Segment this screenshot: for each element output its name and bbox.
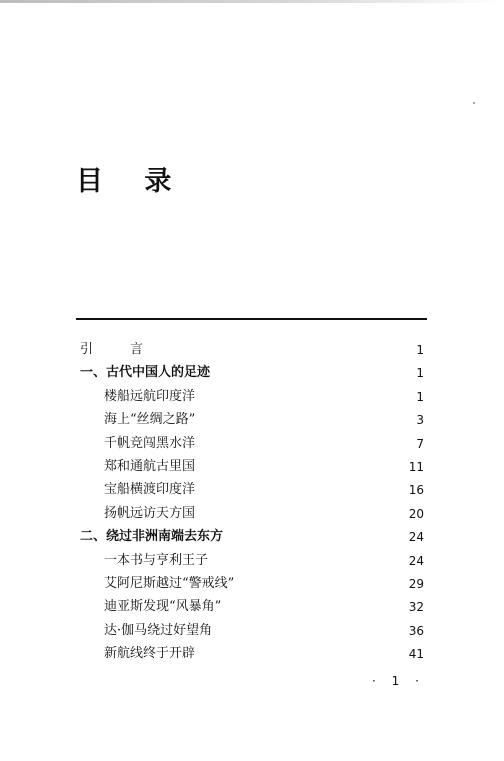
toc-entry-intro[interactable] — [74, 340, 434, 363]
scan-top-edge — [0, 0, 504, 3]
toc-section[interactable] — [74, 597, 434, 620]
toc-entry-page: 16 — [408, 483, 424, 498]
toc-entry-page: 3 — [416, 413, 424, 428]
page-number: · 1 · — [372, 674, 425, 688]
toc-section[interactable] — [74, 504, 434, 527]
toc-entry-label: 新航线终于开辟 — [104, 646, 196, 662]
toc-entry-page: 7 — [416, 436, 424, 451]
toc-entry-page: 32 — [408, 600, 424, 615]
toc-entry-page: 1 — [416, 366, 424, 381]
toc-entry-label: 郑和通航古里国 — [104, 458, 196, 474]
toc-entry-label: 一本书与亨利王子 — [104, 552, 209, 568]
toc-entry-label: 迪亚斯发现“风暴角” — [104, 599, 222, 615]
toc-entry-page: 1 — [416, 343, 424, 357]
toc-section[interactable] — [74, 410, 434, 433]
table-of-contents — [74, 340, 434, 667]
toc-entry-page: 1 — [416, 389, 424, 404]
toc-entry-page: 24 — [408, 553, 424, 568]
toc-entry-label: 扬帆远访天方国 — [104, 505, 196, 521]
toc-entry-page: 41 — [408, 647, 424, 662]
toc-entry-label: 宝船横渡印度洋 — [104, 482, 196, 498]
toc-chapter-2[interactable] — [74, 527, 434, 550]
toc-section[interactable] — [74, 644, 434, 667]
toc-section[interactable] — [74, 574, 434, 597]
toc-section[interactable] — [74, 551, 434, 574]
toc-entry-page: 36 — [408, 623, 424, 638]
page-title: 目 录 — [76, 166, 188, 197]
toc-section[interactable] — [74, 387, 434, 410]
scan-speck — [473, 102, 475, 104]
toc-section[interactable] — [74, 480, 434, 503]
toc-entry-label: 引 言 — [80, 342, 156, 357]
toc-section[interactable] — [74, 621, 434, 644]
toc-entry-page: 24 — [408, 530, 424, 545]
toc-entry-page: 29 — [408, 576, 424, 591]
toc-entry-page: 20 — [408, 506, 424, 521]
toc-section[interactable] — [74, 457, 434, 480]
toc-entry-label: 楼船远航印度洋 — [104, 388, 196, 404]
toc-chapter-1[interactable] — [74, 363, 434, 386]
toc-entry-label: 海上“丝绸之路” — [104, 412, 196, 428]
toc-entry-label: 千帆竞闯黑水洋 — [104, 435, 196, 451]
toc-entry-page: 11 — [408, 459, 424, 474]
toc-entry-label: 一、古代中国人的足迹 — [80, 365, 211, 381]
toc-section[interactable] — [74, 434, 434, 457]
toc-entry-label: 二、绕过非洲南端去东方 — [80, 529, 224, 545]
toc-entry-label: 艾阿尼斯越过“警戒线” — [104, 575, 235, 591]
toc-divider — [76, 318, 427, 320]
toc-entry-label: 达·伽马绕过好望角 — [104, 622, 213, 638]
